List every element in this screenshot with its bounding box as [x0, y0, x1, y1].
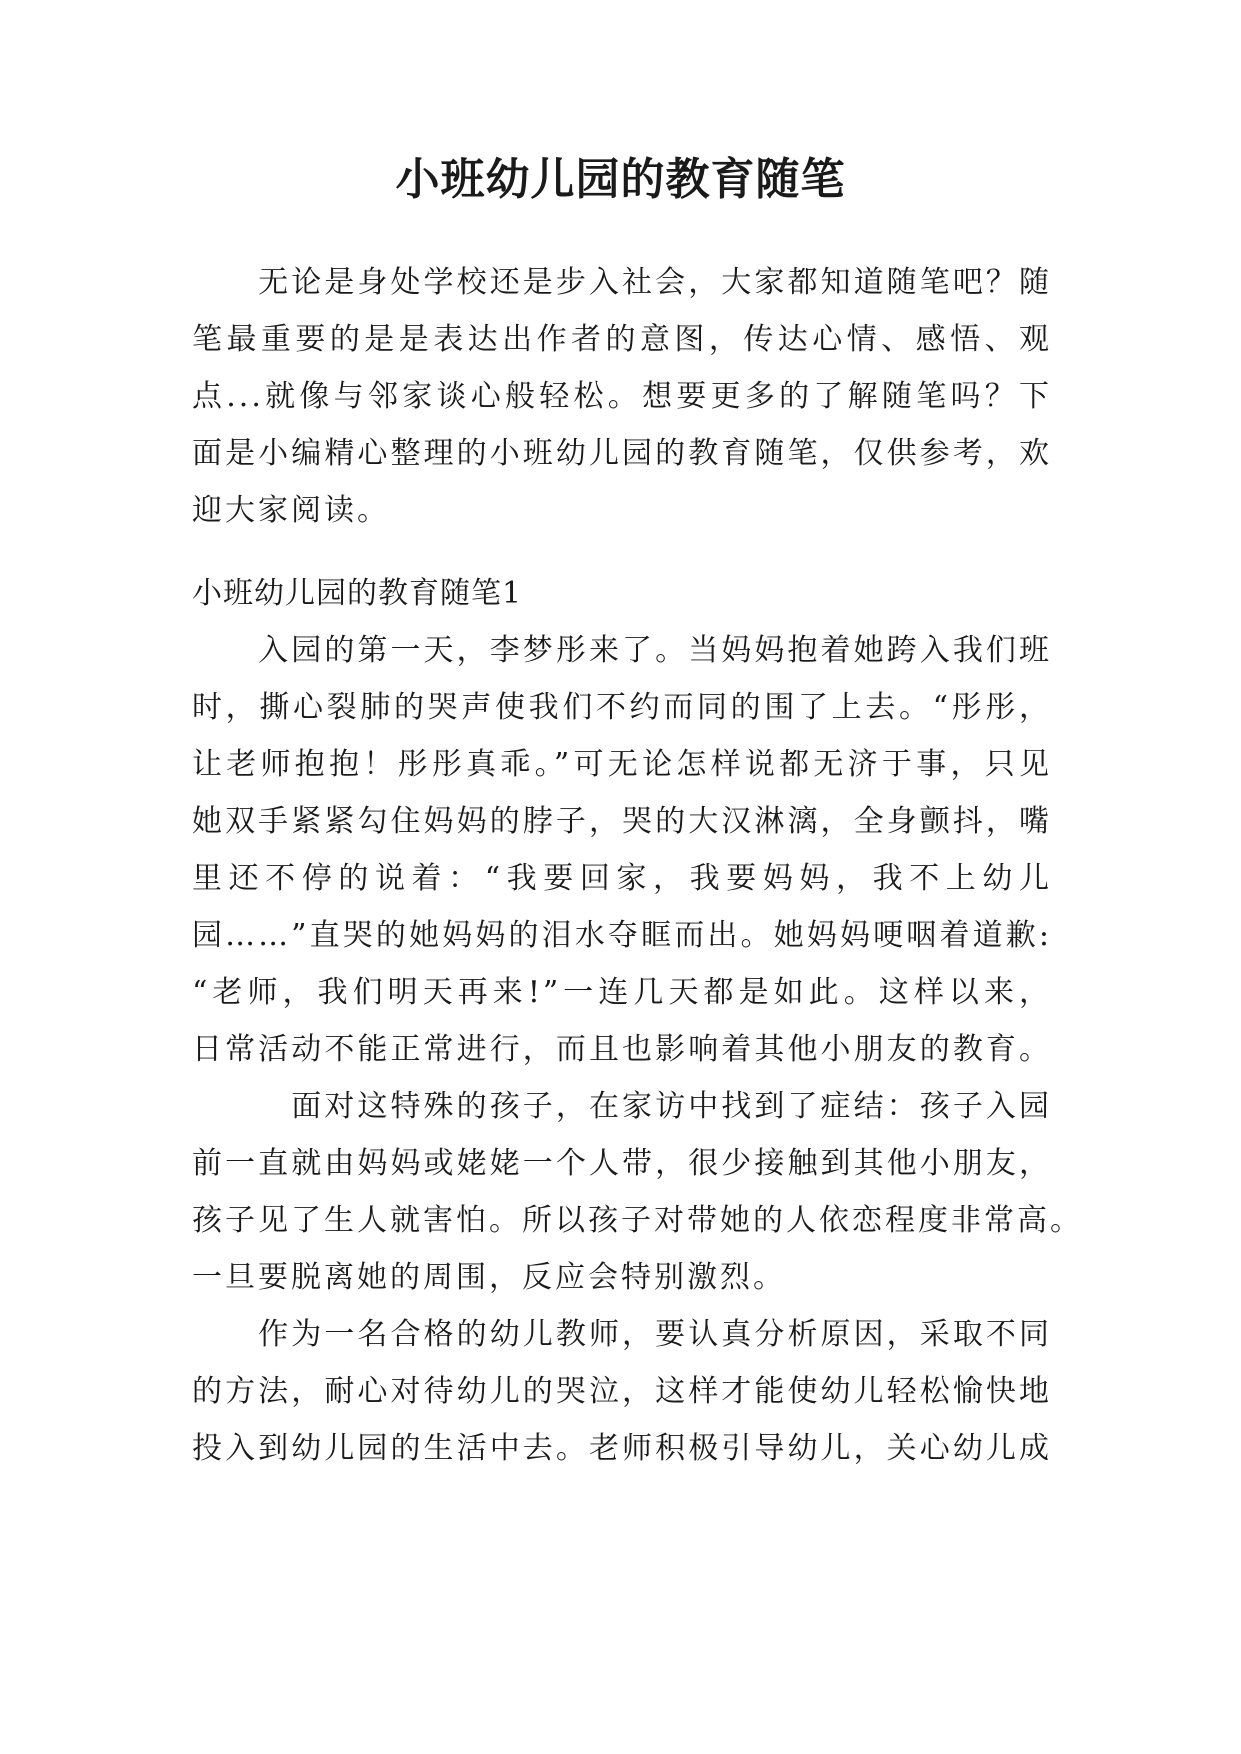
document-title: 小班幼儿园的教育随笔: [395, 154, 846, 205]
section-1: [192, 565, 1083, 1477]
text-line: 点...就像与邻家谈心般轻松。想要更多的了解随笔吗？下: [192, 379, 1052, 414]
section-1-paragraph-3: [192, 1306, 1052, 1477]
text-line: 前一直就由妈妈或姥姥一个人带，很少接触到其他小朋友，: [192, 1146, 1052, 1181]
text-line: 投入到幼儿园的生活中去。老师积极引导幼儿，关心幼儿成: [192, 1431, 1052, 1466]
section-1-paragraph-2: [192, 1078, 1083, 1306]
text-line: 日常活动不能正常进行，而且也影响着其他小朋友的教育。: [192, 1032, 1052, 1067]
section-heading: 小班幼儿园的教育随笔1: [192, 576, 523, 611]
text-line: 无论是身处学校还是步入社会，大家都知道随笔吧？随: [192, 265, 1052, 300]
intro-paragraph: [192, 254, 1052, 539]
text-line: 面是小编精心整理的小班幼儿园的教育随笔，仅供参考，欢: [192, 436, 1052, 471]
text-line: 孩子见了生人就害怕。所以孩子对带她的人依恋程度非常高。: [192, 1203, 1083, 1238]
text-line: 园……”直哭的她妈妈的泪水夺眶而出。她妈妈哽咽着道歉:: [192, 918, 1052, 953]
text-line: 迎大家阅读。: [192, 493, 390, 528]
text-line: “老师，我们明天再来!”一连几天都是如此。这样以来，: [192, 975, 1052, 1010]
text-line: 一旦要脱离她的周围，反应会特别激烈。: [192, 1260, 786, 1295]
text-line: 的方法，耐心对待幼儿的哭泣，这样才能使幼儿轻松愉快地: [192, 1374, 1052, 1409]
section-1-paragraph-1: [192, 622, 1052, 1078]
text-line: 她双手紧紧勾住妈妈的脖子，哭的大汉淋漓，全身颤抖，嘴: [192, 804, 1052, 839]
text-line: 里还不停的说着：“我要回家，我要妈妈，我不上幼儿: [192, 861, 1052, 896]
text-line: 作为一名合格的幼儿教师，要认真分析原因，采取不同: [192, 1317, 1052, 1352]
text-line: 让老师抱抱！彤彤真乖。”可无论怎样说都无济于事，只见: [192, 747, 1052, 782]
text-line: 入园的第一天，李梦彤来了。当妈妈抱着她跨入我们班: [192, 633, 1052, 668]
text-line: 笔最重要的是是表达出作者的意图，传达心情、感悟、观: [192, 322, 1052, 357]
text-line: 时，撕心裂肺的哭声使我们不约而同的围了上去。“彤彤，: [192, 690, 1052, 725]
text-line: 面对这特殊的孩子，在家访中找到了症结：孩子入园: [192, 1089, 1052, 1124]
